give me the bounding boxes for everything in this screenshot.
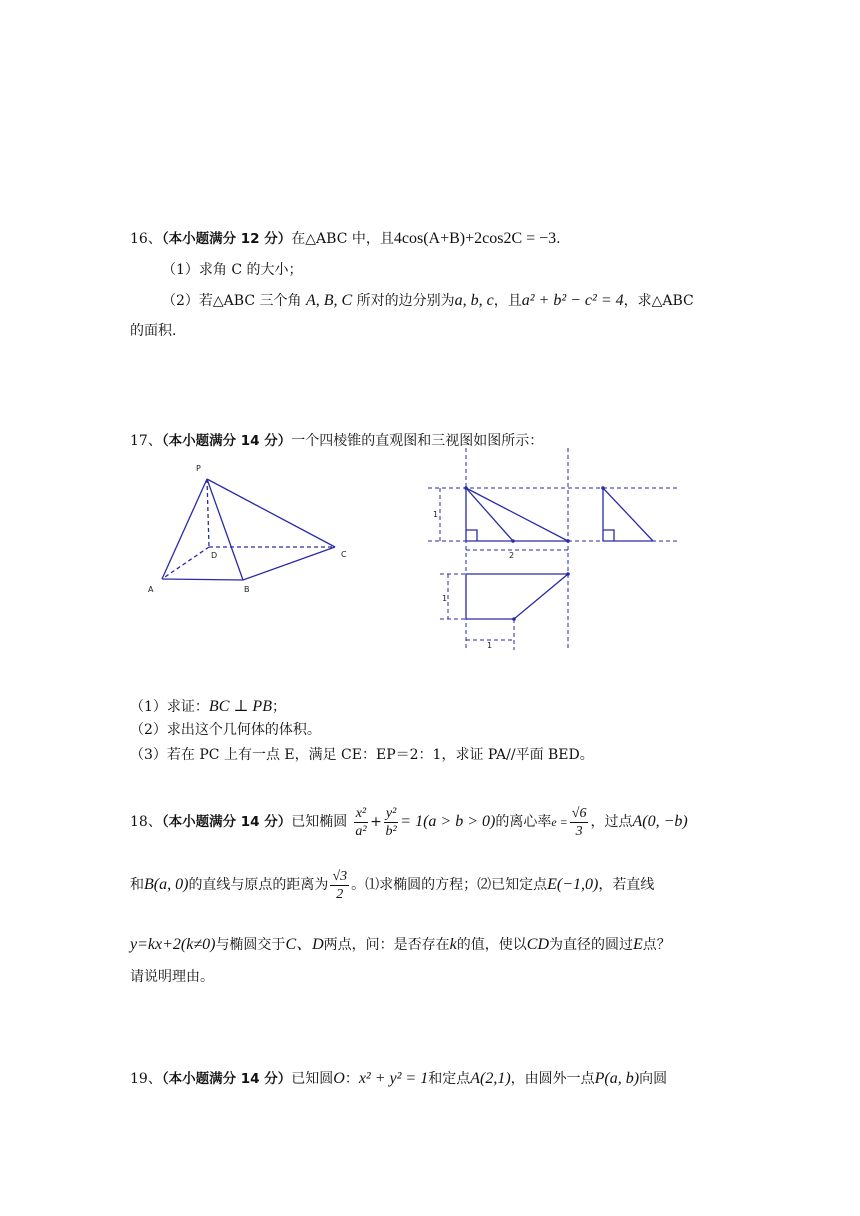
- q16-p2-sides: a, b, c: [454, 292, 494, 309]
- point-A: A(0, −b): [632, 813, 688, 830]
- q18-stem-c: ，过点: [590, 814, 633, 830]
- q18-line2-a: 和: [130, 877, 144, 893]
- q17-part3: （3）若在 PC 上有一点 E，满足 CE：EP＝2：1，求证 PA//平面 BED。: [130, 747, 594, 763]
- ecc-label: e =: [551, 815, 568, 829]
- q16-formula: 4cos(A+B)+2cos2C = −3: [393, 230, 557, 247]
- q19-stem-d: 向圆: [639, 1071, 668, 1087]
- q17-p1-formula: BC ⊥ PB: [208, 698, 272, 715]
- q18-line2-c: 。⑴求椭圆的方程；⑵已知定点: [351, 877, 548, 893]
- q19-stem-b: 和定点: [428, 1071, 471, 1087]
- label-C: C: [341, 550, 347, 559]
- edge-AB: [162, 579, 243, 580]
- frac-num: y²: [385, 805, 397, 821]
- dim-label-2: 2: [509, 551, 515, 560]
- q18-line3-c: 的值，使以: [456, 937, 527, 953]
- q17-stem: 一个四棱锥的直观图和三视图如图所示：: [291, 433, 544, 449]
- edge-BC: [243, 547, 335, 580]
- q16-p2-text-d: ，求△ABC: [623, 293, 694, 309]
- q18-line4: 请说明理由。: [130, 969, 214, 985]
- ecc-frac: [570, 805, 589, 840]
- frac-den: b²: [385, 823, 397, 839]
- q16-number: 16、: [130, 231, 162, 247]
- frac-den: a²: [355, 823, 367, 839]
- dot: [511, 539, 515, 543]
- q18-line1: 18、（本小题满分 14 分）已知椭圆 $\frac{\text{x²}}{\text{a²}}$ + $\frac{\text{y²}}{\text{b²}}$ = 1(a > b > 0)的离心率e = $\frac{√6}{3}$ ，过点A(0, −b): [130, 805, 688, 839]
- q18-line3-e-var: E: [633, 936, 643, 953]
- q19-point-P: P(a, b): [594, 1070, 640, 1087]
- label-P: P: [196, 464, 201, 473]
- label-A: A: [148, 585, 154, 594]
- q16-p2-eq: a² + b² − c² = 4: [521, 292, 624, 309]
- frac-den: 3: [575, 823, 583, 839]
- three-view-figure: [420, 444, 690, 654]
- q18-line3-cd2: CD: [526, 936, 550, 953]
- q17-score: （本小题满分 14 分）: [161, 433, 292, 449]
- q19-number: 19、: [130, 1071, 162, 1087]
- frac-den: 2: [336, 886, 344, 902]
- q19-score: （本小题满分 14 分）: [161, 1071, 292, 1087]
- q18-line3-b: 两点，问：是否存在: [323, 937, 450, 953]
- circle-equation: x² + y² = 1: [358, 1070, 429, 1087]
- q18-stem-b: 的离心率: [495, 814, 552, 830]
- q16-p2-vars: A, B, C: [305, 292, 353, 309]
- top-view: [466, 574, 568, 619]
- q18-line2: [130, 865, 654, 905]
- dim-label-1: 1: [433, 510, 439, 519]
- q19-point-A: A(2,1): [470, 1070, 511, 1087]
- dim-label-top-1: 1: [442, 594, 448, 603]
- point-E: E(−1,0): [547, 876, 599, 893]
- ellipse-x-frac: [354, 805, 368, 840]
- q17-part2: （2）求出这个几何体的体积。: [130, 722, 321, 738]
- q19-stem-a: 已知圆: [291, 1071, 334, 1087]
- q17-p1-end: ；: [271, 699, 286, 715]
- dot: [464, 486, 468, 490]
- edge-PD-hidden: [207, 479, 209, 547]
- dot: [566, 572, 570, 576]
- q18-score: （本小题满分 14 分）: [161, 814, 292, 830]
- q16-p2-text-a: （2）若△ABC 三个角: [162, 293, 302, 309]
- q16-line1: [130, 229, 561, 249]
- point-B: B(a, 0): [144, 876, 189, 893]
- pyramid-figure: [140, 458, 370, 603]
- q18-line3: [130, 935, 671, 955]
- front-view: [466, 488, 568, 541]
- frac-num: x²: [355, 805, 367, 821]
- q16-part2-cont: 的面积.: [130, 323, 177, 339]
- q18-line2-b: 的直线与原点的距离为: [188, 877, 329, 893]
- q18-line3-k: k: [449, 936, 457, 953]
- q17-part1: [130, 697, 286, 717]
- front-view-inner: [466, 488, 513, 541]
- dot: [512, 617, 516, 621]
- frac-num: √6: [571, 805, 587, 821]
- label-D: D: [211, 551, 218, 560]
- q18-line3-d: 为直径的圆过: [549, 937, 634, 953]
- frac-num: √3: [332, 868, 348, 884]
- ellipse-condition: = 1(a > b > 0): [400, 813, 496, 830]
- q16-score: （本小题满分 12 分）: [161, 231, 292, 247]
- q16-p2-text-c: ，且: [493, 293, 522, 309]
- q19-line1: [130, 1069, 667, 1089]
- q18-line3-a: 与椭圆交于: [215, 937, 286, 953]
- edge-PC: [207, 479, 335, 547]
- dot: [601, 486, 605, 490]
- edge-PB: [207, 479, 243, 580]
- q16-end: .: [556, 231, 561, 247]
- label-B: B: [244, 585, 250, 594]
- dot: [566, 539, 570, 543]
- q18-stem-a: 已知椭圆: [291, 814, 348, 830]
- circle-O: O: [333, 1070, 345, 1087]
- line-equation: y=kx+2(k≠0): [130, 936, 216, 953]
- q17-number: 17、: [130, 433, 162, 449]
- q16-stem: 在△ABC 中，且: [291, 231, 394, 247]
- front-right-angle: [466, 530, 477, 541]
- q19-stem-c: ，由圆外一点: [510, 1071, 595, 1087]
- q18-line2-d: ，若直线: [598, 877, 655, 893]
- q16-part2: [162, 291, 694, 311]
- side-right-angle: [603, 530, 614, 541]
- q18-line3-cd: C、D: [285, 936, 324, 953]
- q16-p2-text-b: 所对的边分别为: [356, 293, 455, 309]
- dist-frac: [330, 868, 349, 903]
- ellipse-y-frac: [384, 805, 398, 840]
- q19-colon: ：: [344, 1071, 359, 1087]
- q18-line3-e: 点？: [642, 937, 671, 953]
- q16-part1: （1）求角 C 的大小；: [162, 262, 303, 278]
- q18-number: 18、: [130, 814, 162, 830]
- dim-label-bottom-1: 1: [487, 641, 493, 650]
- side-view: [603, 488, 653, 541]
- q17-p1-text: （1）求证：: [130, 699, 209, 715]
